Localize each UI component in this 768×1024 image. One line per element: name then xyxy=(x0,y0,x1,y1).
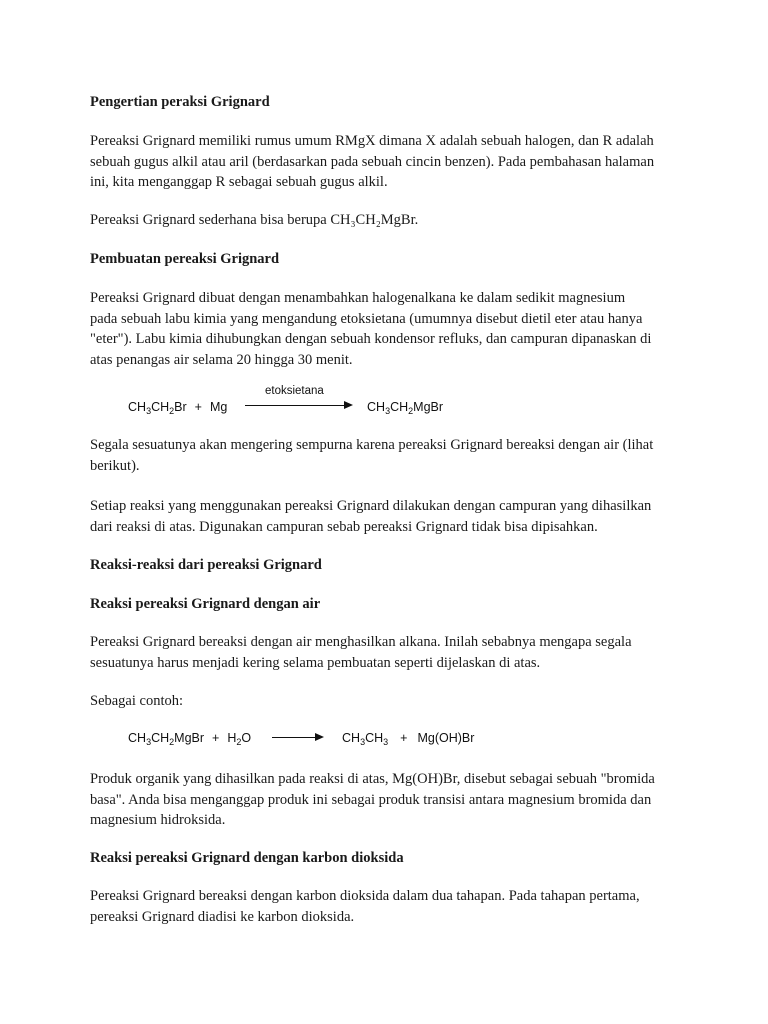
heading-text: Reaksi pereaksi Grignard dengan karbon dioksida xyxy=(90,850,404,866)
eq1-arrow-head-icon xyxy=(344,401,353,409)
paragraph-line: Sebagai contoh: xyxy=(90,693,184,709)
paragraph-line: Pereaksi Grignard bereaksi dengan karbon dioksida dalam dua tahapan. Pada tahapan pertama, xyxy=(90,888,640,904)
paragraph-line: "eter"). Labu kimia dihubungkan dengan sebuah kondensor refluks, dan campuran dipanaskan di xyxy=(90,331,652,347)
paragraph-dryness xyxy=(90,435,690,476)
equation-2-products xyxy=(342,731,474,745)
heading-pembuatan xyxy=(90,249,690,270)
paragraph-line: berikut). xyxy=(90,457,140,474)
paragraph-line: ini, kita menganggap R sebagai sebuah gugus alkil. xyxy=(90,174,388,190)
paragraph-preparation xyxy=(90,288,690,370)
paragraph-basic-bromide xyxy=(90,769,690,831)
eq2-arrow-head-icon xyxy=(315,733,324,741)
eq1-reactant-ethyl-bromide: $CH_3CH_2Br$ xyxy=(128,400,187,416)
heading-reaksi-reaksi xyxy=(90,555,690,576)
paragraph-line: magnesium hidroksida. xyxy=(90,812,226,828)
paragraph-line: sesuatunya harus menjadi kering selama pembuatan seperti dijelaskan di atas. xyxy=(90,654,541,671)
heading-pengertian xyxy=(90,92,690,113)
heading-reaksi-air xyxy=(90,594,690,615)
eq2-arrow-line xyxy=(272,737,316,738)
paragraph-line: basa". Anda bisa menganggap produk ini sebagai produk transisi antara magnesium bromida dan xyxy=(90,791,652,808)
eq1-arrow-label: etoksietana xyxy=(265,385,324,397)
eq2-plus-2: + xyxy=(400,731,408,745)
paragraph-line: Pereaksi Grignard bereaksi dengan air menghasilkan alkana. Inilah sebabnya mengapa segala xyxy=(90,634,632,650)
eq1-reactant-magnesium: Mg xyxy=(209,400,228,414)
paragraph-co2-reaction xyxy=(90,886,690,927)
paragraph-line: pereaksi Grignard diadisi ke karbon dioksida. xyxy=(90,908,355,925)
paragraph-line: Pereaksi Grignard dibuat dengan menambahkan halogenalkana ke dalam sedikit magnesium xyxy=(90,290,626,306)
heading-text: Reaksi pereaksi Grignard dengan air xyxy=(90,596,321,612)
heading-text: Pengertian peraksi Grignard xyxy=(90,94,270,110)
paragraph-line: Segala sesuatunya akan mengering sempurna karena pereaksi Grignard bereaksi dengan air (lihat xyxy=(90,437,654,453)
paragraph-definition xyxy=(90,131,690,193)
paragraph-line: Setiap reaksi yang menggunakan pereaksi Grignard dilakukan dengan campuran yang dihasilkan xyxy=(90,498,652,514)
eq2-plus-1: + xyxy=(212,731,220,745)
paragraph-line: Produk organik yang dihasilkan pada reaksi di atas, Mg(OH)Br, disebut sebagai sebuah "bromida xyxy=(90,771,655,787)
equation-2-reactants xyxy=(128,731,251,745)
heading-karbon-dioksida xyxy=(90,848,690,869)
heading-text: Pembuatan pereaksi Grignard xyxy=(90,251,280,267)
eq2-reactant-grignard: $CH_3CH_2MgBr$ xyxy=(128,731,205,747)
paragraph-line: sebuah gugus alkil atau aril (berdasarkan pada sebuah cincin benzen). Pada pembahasan halaman xyxy=(90,153,655,170)
paragraph-simple-example xyxy=(90,210,690,231)
paragraph-line: atas penangas air selama 20 hingga 30 menit. xyxy=(90,351,353,368)
paragraph-line: Pereaksi Grignard sederhana bisa berupa CH₃CH₂MgBr. xyxy=(90,212,419,228)
eq2-product-ethane: $CH_3CH_3$ xyxy=(342,731,389,747)
paragraph-line: pada sebuah labu kimia yang mengandung etoksietana (umumnya disebut dietil eter atau hanya xyxy=(90,310,643,327)
equation-1-product xyxy=(367,400,443,414)
eq1-plus: + xyxy=(194,400,202,414)
paragraph-example-intro xyxy=(90,691,690,712)
equation-1-reactants xyxy=(128,400,227,414)
paragraph-water-reaction xyxy=(90,632,690,673)
heading-text: Reaksi-reaksi dari pereaksi Grignard xyxy=(90,557,322,573)
paragraph-line: dari reaksi di atas. Digunakan campuran sebab pereaksi Grignard tidak bisa dipisahkan. xyxy=(90,518,598,535)
paragraph-line: Pereaksi Grignard memiliki rumus umum RMgX dimana X adalah sebuah halogen, dan R adalah xyxy=(90,133,654,149)
eq1-arrow-line xyxy=(245,405,345,406)
eq1-product-grignard: $CH_3CH_2MgBr$ xyxy=(367,400,444,416)
paragraph-mixture xyxy=(90,496,690,537)
eq2-reactant-water: $H_2O$ xyxy=(227,731,252,747)
eq2-product-basic-bromide: Mg(OH)Br xyxy=(417,731,475,745)
